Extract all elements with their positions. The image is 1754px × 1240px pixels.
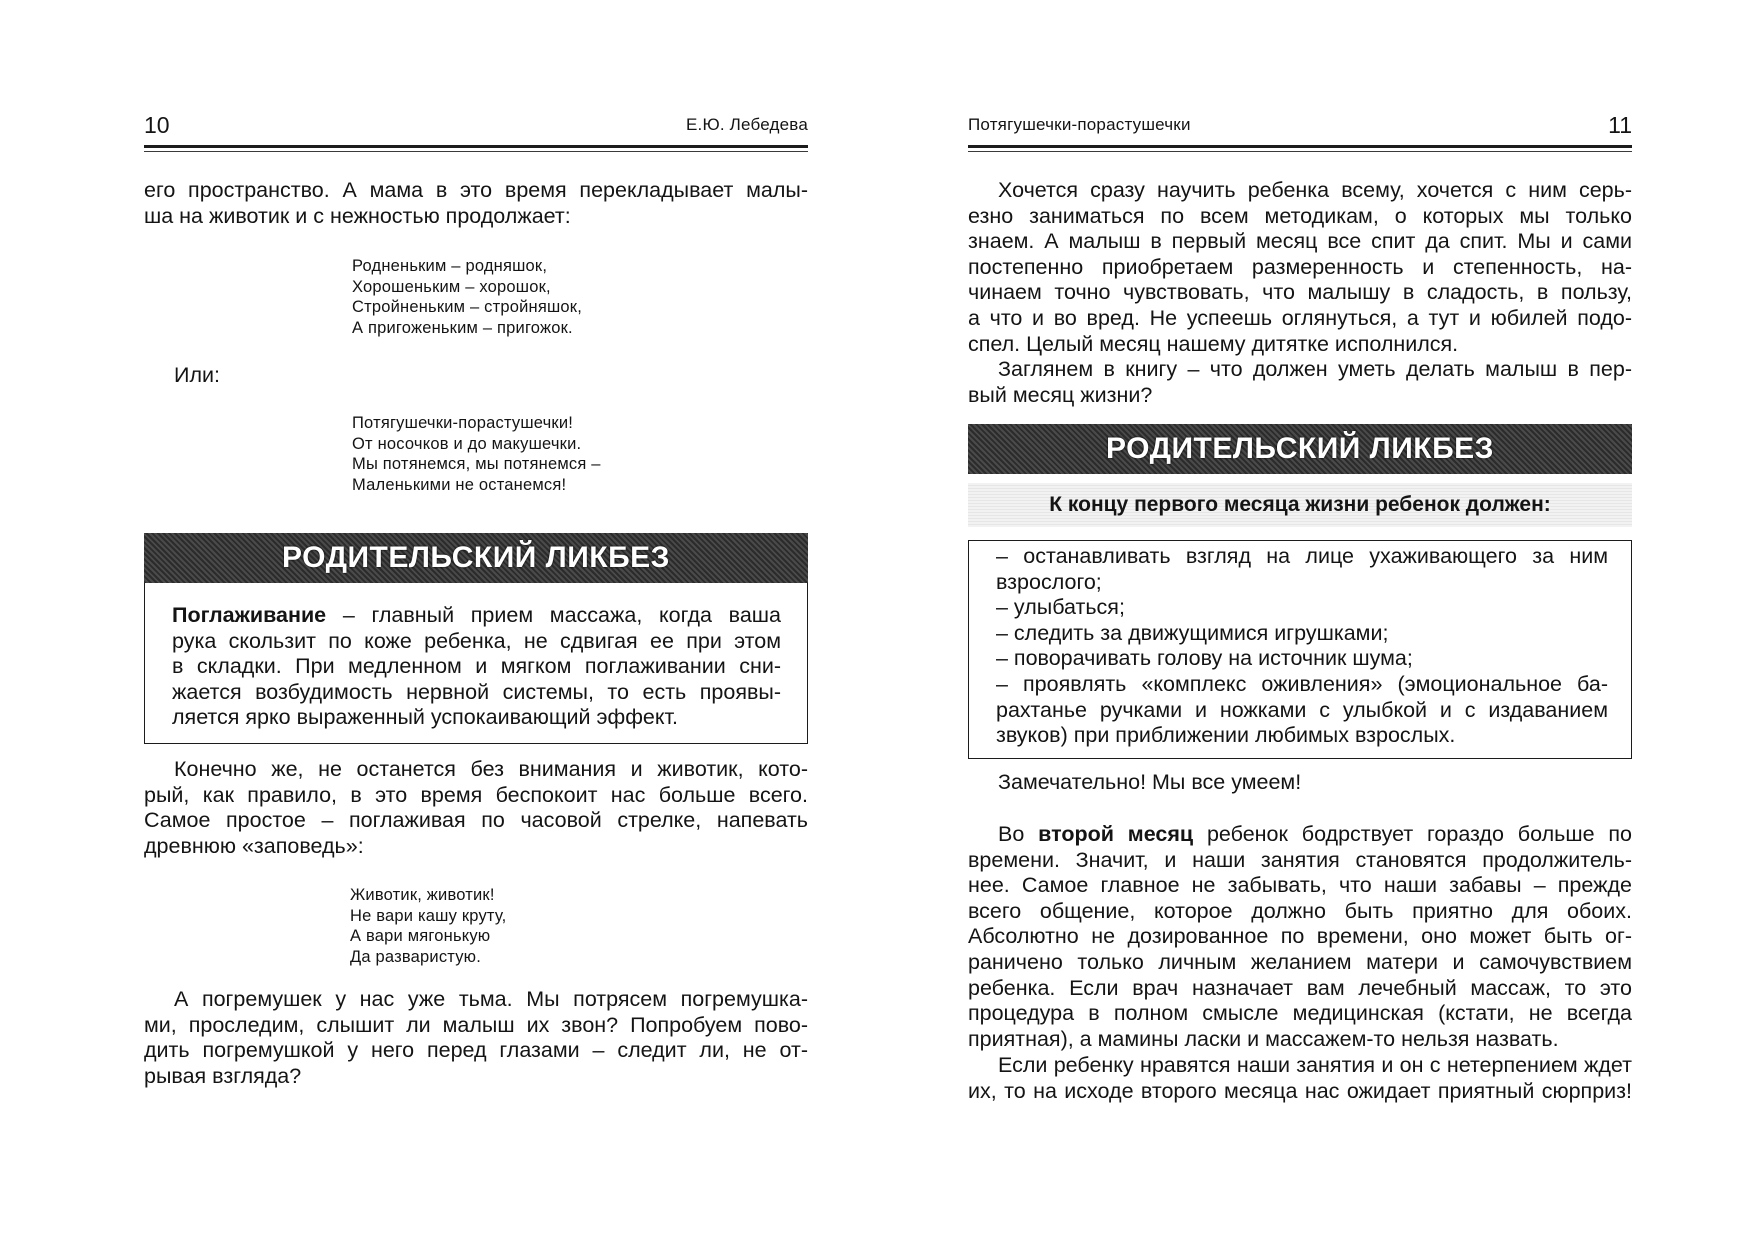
header-book-title: Потягушечки-порастушечки bbox=[968, 115, 1191, 134]
paragraph-book-question: Заглянем в книгу – что должен уметь делать малыш в пер- вый месяц жизни? bbox=[968, 357, 1632, 407]
paragraph-zhivotik: Конечно же, не останется без внимания и животик, кото- рый, как правило, в это время беспокоит нас больше всего. Самое простое – поглаживая по часовой стрелке, напевать древнюю «заповедь»: bbox=[144, 757, 808, 858]
sidebar-subtitle: К концу первого месяца жизни ребенок должен: bbox=[968, 483, 1632, 527]
sidebar-title-right: РОДИТЕЛЬСКИЙ ЛИКБЕЗ bbox=[968, 424, 1632, 474]
list-item: – останавливать взгляд на лице ухаживающего за ним bbox=[996, 544, 1608, 568]
list-item: – улыбаться; bbox=[996, 595, 1125, 620]
paragraph-first-month: Хочется сразу научить ребенка всему, хочется с ним серь- езно заниматься по всем методикам, о которых мы только знаем. А малыш в первый месяц все спит да спит. Мы и сами постепенно приобретаем размеренность и степенность, на- чинаем точно чувствовать, что малышу в сладость, в пользу, а что и во вред. Не успеешь оглянуться, а тут и юбилей подо- спел. Целый месяц нашему дитятке исполнился. bbox=[968, 178, 1632, 356]
sidebar-term: Поглаживание bbox=[172, 603, 327, 627]
opening-paragraph: его пространство. А мама в это время перекладывает малы- ша на животик и с нежностью продолжает: bbox=[144, 178, 808, 228]
header-rule-thick bbox=[968, 145, 1632, 148]
verse-zhivotik: Животик, животик! Не вари кашу круту, А вари мягонькую Да разваристую. bbox=[350, 886, 507, 966]
header-rule-thin bbox=[968, 151, 1632, 152]
paragraph-surprise: Если ребенку нравятся наши занятия и он с нетерпением ждет их, то на исходе второго месяца нас ожидает приятный сюрприз! bbox=[968, 1053, 1632, 1103]
or-label: Или: bbox=[174, 363, 220, 387]
second-month-emphasis: второй месяц bbox=[1038, 822, 1194, 846]
running-head-left bbox=[144, 112, 808, 142]
verse-potyagushechki: Потягушечки-порастушечки! От носочков и до макушечки. Мы потянемся, мы потянемся – Маленькими не останемся! bbox=[352, 414, 601, 494]
paragraph-pogremushki: А погремушек у нас уже тьма. Мы потрясем погремушка- ми, проследим, слышит ли малыш их звон? Попробуем пово- дить погремушкой у него перед глазами – следит ли, не от- рывая взгляда? bbox=[144, 987, 808, 1088]
header-rule-thin bbox=[144, 151, 808, 152]
list-item: – следить за движущимися игрушками; bbox=[996, 620, 1389, 645]
paragraph-second-month: Во второй месяц ребенок бодрствует гораздо больше по времени. Значит, и наши занятия становятся продолжитель- нее. Самое главное не забывать, что наши забавы – прежде всего общение, которое должно быть приятно для обоих. Абсолютно не дозированное по времени, оно может быть ог- раничено только личным желанием матери и самочувствием ребенка. Если врач назначает вам лечебный массаж, то это процедура в полном смысле медицинская (кстати, не всегда приятная), а мамины ласки и массажем-то нельзя назвать. bbox=[968, 822, 1632, 1051]
page-number-left: 10 bbox=[144, 112, 170, 138]
sidebar-title-left: РОДИТЕЛЬСКИЙ ЛИКБЕЗ bbox=[144, 533, 808, 583]
list-item: – поворачивать голову на источник шума; bbox=[996, 646, 1413, 671]
verse-rodnenkim: Родненьким – родняшок, Хорошеньким – хорошок, Стройненьким – стройняшок, А пригоженьким – пригожок. bbox=[352, 257, 583, 337]
running-head-right bbox=[968, 112, 1632, 142]
list-item: – проявлять «комплекс оживления» (эмоциональное ба- bbox=[996, 671, 1608, 696]
header-author: Е.Ю. Лебедева bbox=[686, 115, 808, 134]
sidebar-text-left: Поглаживание – главный прием массажа, когда ваша рука скользит по коже ребенка, не сдвигая ее при этом в складки. При медленном и мягком поглаживании сни- жается возбудимость нервной системы, то есть проявы- ляется ярко выраженный успокаивающий эффект. bbox=[172, 603, 781, 730]
header-rule-thick bbox=[144, 145, 808, 148]
remark-we-can: Замечательно! Мы все умеем! bbox=[998, 770, 1302, 794]
milestone-list: – останавливать взгляд на лице ухаживающего за ним взрослого; – улыбаться; – следить за движущимися игрушками; – поворачивать голову на источник шума; – проявлять «комплекс оживления» (эмоциональное ба- рахтанье ручками и ножками с улыбкой и с издаванием звуков) при приближении любимых взрослых. bbox=[996, 544, 1608, 748]
page-number-right: 11 bbox=[1608, 112, 1632, 138]
